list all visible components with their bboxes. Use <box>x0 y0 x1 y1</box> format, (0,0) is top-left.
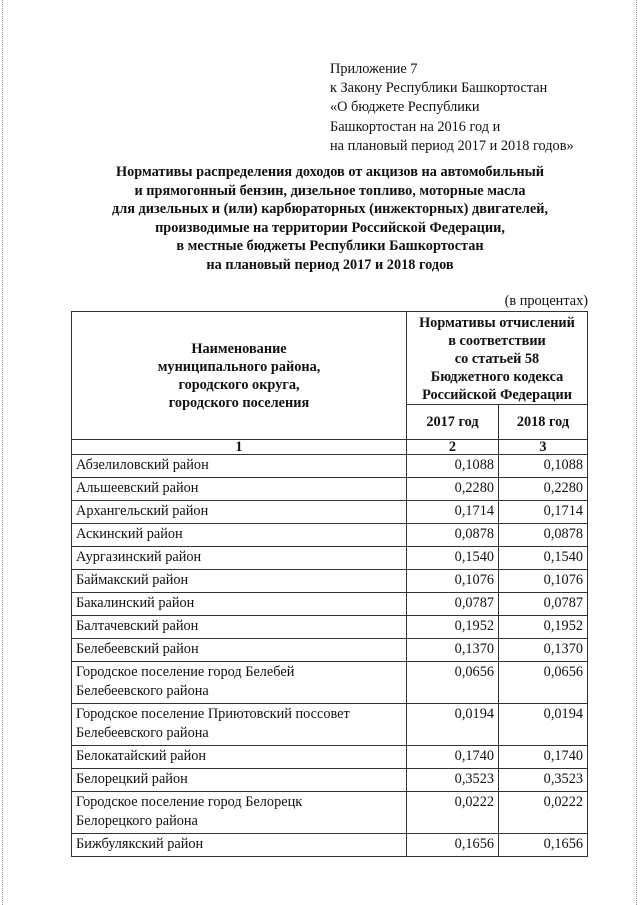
value-2017: 0,1076 <box>407 570 499 593</box>
appendix-note <box>330 60 574 156</box>
units-label: (в процентах) <box>504 293 588 309</box>
municipality-name <box>72 593 407 616</box>
appendix-line: «О бюджете Республики <box>330 99 480 116</box>
value-2018: 0,0878 <box>499 524 588 547</box>
table-row <box>72 455 588 478</box>
municipality-name <box>72 524 407 547</box>
column-number-row <box>72 440 588 455</box>
value-2017: 0,2280 <box>407 478 499 501</box>
scan-edge-right <box>636 0 638 905</box>
table-row <box>72 478 588 501</box>
table-row <box>72 769 588 792</box>
value-2017: 0,1540 <box>407 547 499 570</box>
name-line: Городское поселение Приютовский поссовет <box>76 706 350 722</box>
appendix-line: к Закону Республики Башкортостан <box>330 80 548 97</box>
value-2018: 0,1656 <box>499 834 588 857</box>
header-line: городского округа, <box>178 376 300 393</box>
title-line: в местные бюджеты Республики Башкортостан <box>176 238 484 255</box>
name-line: Белорецкий район <box>76 771 188 787</box>
appendix-line: Башкортостан на 2016 год и <box>330 118 501 135</box>
title-line: Нормативы распределения доходов от акцизов на автомобильный <box>116 164 544 180</box>
appendix-line: Приложение 7 <box>330 61 418 77</box>
value-2018: 0,1540 <box>499 547 588 570</box>
municipality-name <box>72 455 407 478</box>
name-line: Абзелиловский район <box>76 457 209 473</box>
value-2017: 0,1656 <box>407 834 499 857</box>
table-row <box>72 570 588 593</box>
name-line: Бакалинский район <box>76 595 195 611</box>
municipality-name <box>72 478 407 501</box>
municipality-name <box>72 616 407 639</box>
value-2018: 0,0194 <box>499 704 588 746</box>
value-2018: 0,0222 <box>499 792 588 834</box>
header-line: в соответствии <box>448 333 546 349</box>
header-line: со статьей 58 <box>454 351 540 367</box>
municipality-name <box>72 570 407 593</box>
name-line: Аургазинский район <box>76 549 202 565</box>
title-line: для дизельных и (или) карбюраторных (инжекторных) двигателей, <box>111 201 549 218</box>
name-line: Городское поселение город Белорецк <box>76 794 303 810</box>
value-2018: 0,1952 <box>499 616 588 639</box>
title-line: на плановый период 2017 и 2018 годов <box>206 256 454 273</box>
table-row <box>72 834 588 857</box>
table-row <box>72 704 588 746</box>
table-row <box>72 501 588 524</box>
name-line: Альшеевский район <box>76 480 199 496</box>
name-column-header <box>72 312 407 440</box>
value-2017: 0,0194 <box>407 704 499 746</box>
name-line: Белебеевского района <box>76 725 209 741</box>
value-2017: 0,0656 <box>407 662 499 704</box>
table-row <box>72 547 588 570</box>
value-2017: 0,1740 <box>407 746 499 769</box>
name-line: Аскинский район <box>76 526 183 542</box>
header-line: Наименование <box>191 340 287 357</box>
table-row <box>72 524 588 547</box>
scan-edge-left <box>2 0 4 905</box>
header-line: муниципального района, <box>157 358 321 375</box>
municipality-name <box>72 834 407 857</box>
value-2018: 0,0787 <box>499 593 588 616</box>
name-line: Белебеевский район <box>76 641 199 657</box>
value-2018: 0,1370 <box>499 639 588 662</box>
value-2017: 0,1370 <box>407 639 499 662</box>
value-2018: 0,1714 <box>499 501 588 524</box>
municipality-name <box>72 746 407 769</box>
value-2017: 0,1952 <box>407 616 499 639</box>
value-2018: 0,2280 <box>499 478 588 501</box>
table-row <box>72 792 588 834</box>
appendix-line: на плановый период 2017 и 2018 годов» <box>330 137 574 154</box>
table-row <box>72 746 588 769</box>
header-line: Российской Федерации <box>422 387 572 403</box>
name-line: Белорецкого района <box>76 813 198 829</box>
name-line: Архангельский район <box>76 503 209 519</box>
municipality-name <box>72 662 407 704</box>
title-line: производимые на территории Российской Федерации, <box>155 219 505 236</box>
name-line: Баймакский район <box>76 572 189 588</box>
table-row <box>72 616 588 639</box>
name-line: Белокатайский район <box>76 748 207 764</box>
value-2018: 0,3523 <box>499 769 588 792</box>
table-row <box>72 662 588 704</box>
name-line: Бижбулякский район <box>76 836 204 852</box>
value-2017: 0,0222 <box>407 792 499 834</box>
table-row <box>72 639 588 662</box>
year-2017-header: 2017 год <box>407 405 499 440</box>
municipality-name <box>72 501 407 524</box>
header-line: городского поселения <box>168 394 310 411</box>
municipality-name <box>72 704 407 746</box>
value-2018: 0,1076 <box>499 570 588 593</box>
municipality-name <box>72 769 407 792</box>
column-number: 1 <box>72 440 407 455</box>
header-line: Бюджетного кодекса <box>430 369 564 385</box>
header-row <box>72 312 588 405</box>
table-row <box>72 593 588 616</box>
title-line: и прямогонный бензин, дизельное топливо, моторные масла <box>134 182 526 199</box>
header-line: Нормативы отчислений <box>419 315 575 331</box>
municipality-name <box>72 639 407 662</box>
value-2017: 0,3523 <box>407 769 499 792</box>
municipality-name <box>72 547 407 570</box>
normatives-table <box>71 311 588 857</box>
value-2017: 0,0787 <box>407 593 499 616</box>
value-2017: 0,0878 <box>407 524 499 547</box>
name-line: Балтачевский район <box>76 618 199 634</box>
document-title <box>80 163 580 275</box>
name-line: Городское поселение город Белебей <box>76 664 295 680</box>
value-2018: 0,1088 <box>499 455 588 478</box>
value-2018: 0,0656 <box>499 662 588 704</box>
column-number: 3 <box>499 440 588 455</box>
value-2017: 0,1714 <box>407 501 499 524</box>
ratio-column-header <box>407 312 588 405</box>
municipality-name <box>72 792 407 834</box>
value-2018: 0,1740 <box>499 746 588 769</box>
name-line: Белебеевского района <box>76 683 209 699</box>
value-2017: 0,1088 <box>407 455 499 478</box>
year-2018-header: 2018 год <box>499 405 588 440</box>
column-number: 2 <box>407 440 499 455</box>
